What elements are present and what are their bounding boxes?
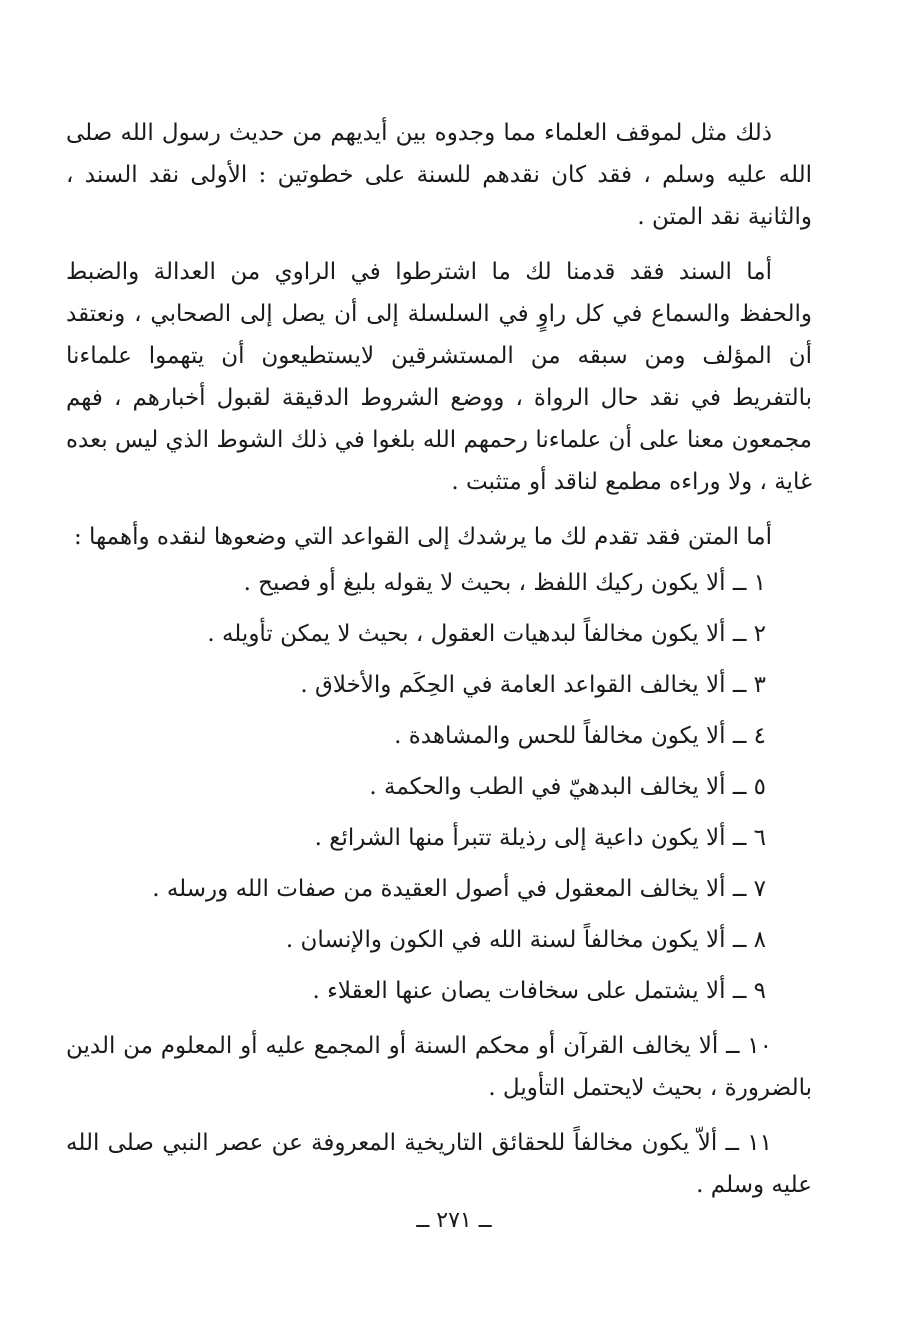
list-item: ١ ــ ألا يكون ركيك اللفظ ، بحيث لا يقوله بليغ أو فصيح . — [243, 570, 766, 596]
criteria-list — [66, 558, 812, 1017]
list-item: ٧ ــ ألا يخالف المعقول في أصول العقيدة من صفات الله ورسله . — [152, 876, 766, 902]
paragraph-text: ذلك مثل لموقف العلماء مما وجدوه بين أيديهم من حديث رسول الله صلى الله عليه وسلم ، فقد كان نقدهم للسنة على خطوتين : الأولى نقد السند ، والثانية نقد المتن . — [66, 120, 812, 230]
list-item: ٨ ــ ألا يكون مخالفاً لسنة الله في الكون والإنسان . — [285, 927, 766, 953]
list-item: ٢ ــ ألا يكون مخالفاً لبدهيات العقول ، بحيث لا يمكن تأويله . — [207, 621, 766, 647]
list-item: ٤ ــ ألا يكون مخالفاً للحس والمشاهدة . — [394, 723, 766, 749]
paragraph-hadith-criticism — [66, 112, 812, 238]
list-item: ٩ ــ ألا يشتمل على سخافات يصان عنها العقلاء . — [312, 978, 766, 1004]
paragraph-text: ١٠ ــ ألا يخالف القرآن أو محكم السنة أو المجمع عليه أو المعلوم من الدين بالضرورة ، بحيث لايحتمل التأويل . — [66, 1033, 812, 1101]
list-intro-text: أما المتن فقد تقدم لك ما يرشدك إلى القواعد التي وضعوها لنقده وأهمها : — [74, 524, 772, 550]
paragraph-text: ١١ ــ ألاّ يكون مخالفاً للحقائق التاريخية المعروفة عن عصر النبي صلى الله عليه وسلم . — [66, 1130, 812, 1198]
list-item: ٦ ــ ألا يكون داعية إلى رذيلة تتبرأ منها الشرائع . — [314, 825, 766, 851]
list-item-11 — [66, 1122, 812, 1206]
paragraph-text: أما السند فقد قدمنا لك ما اشترطوا في الراوي من العدالة والضبط والحفظ والسماع في كل راوٍ في السلسلة إلى أن يصل إلى الصحابي ، ونعتقد أن المؤلف ومن سبقه من المستشرقين لايستطيعون أن يتهموا علماءنا بالتفريط في نقد حال الرواة ، ووضع الشروط الدقيقة لقبول أخبارهم ، فهم مجمعون معنا على أن علماءنا رحمهم الله بلغوا في ذلك الشوط الذي ليس بعده غاية ، ولا وراءه مطمع لناقد أو متثبت . — [66, 259, 812, 495]
list-intro — [66, 516, 812, 558]
list-item: ٣ ــ ألا يخالف القواعد العامة في الحِكَم والأخلاق . — [300, 672, 766, 698]
page-number: ــ ٢٧١ ــ — [416, 1208, 492, 1233]
paragraph-chain-criticism — [66, 251, 812, 503]
list-item-10 — [66, 1025, 812, 1109]
page-body — [66, 112, 812, 1219]
list-item: ٥ ــ ألا يخالف البدهيّ في الطب والحكمة . — [369, 774, 766, 800]
